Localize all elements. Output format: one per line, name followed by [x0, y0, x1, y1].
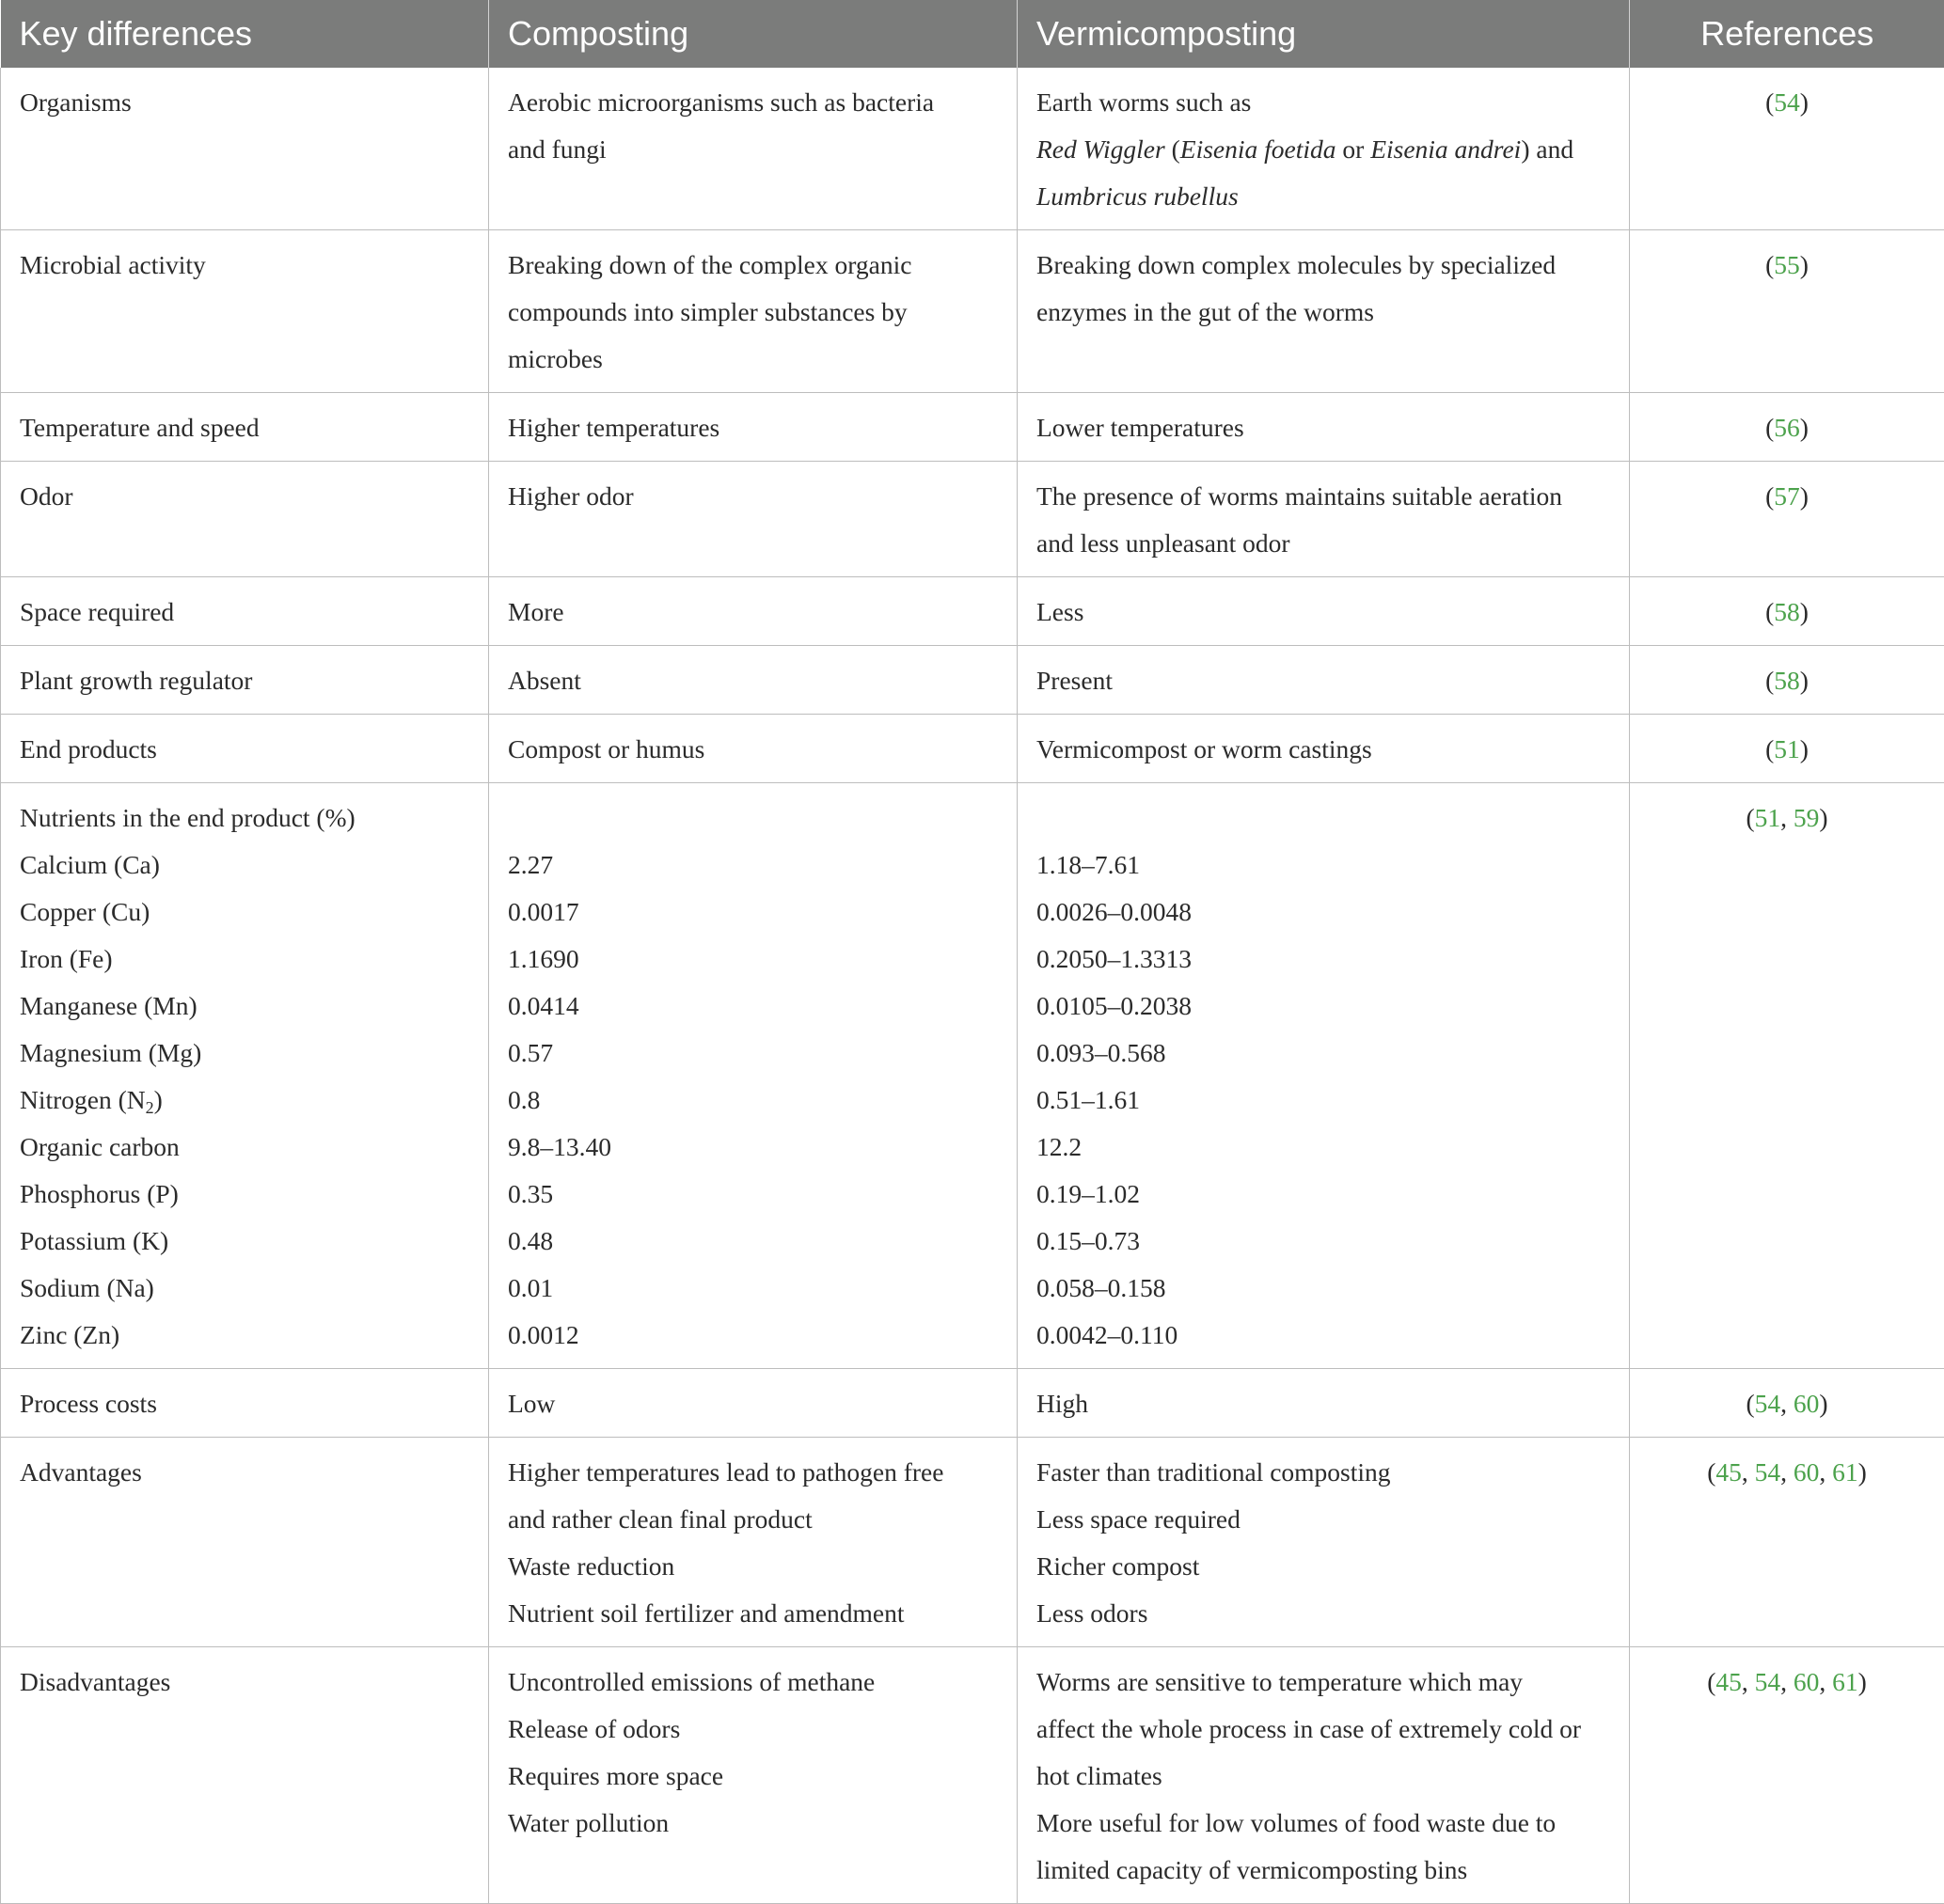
cell-line: Earth worms such as [1036, 79, 1610, 126]
table-row [1, 462, 1944, 577]
row-key: Process costs [1, 1369, 489, 1438]
vermicomposting-cell [1018, 715, 1630, 783]
paren: ) [1800, 597, 1809, 626]
paren: ( [1765, 597, 1774, 626]
table-row [1, 68, 1944, 230]
references-cell [1630, 646, 1944, 715]
cell-line: Low [508, 1380, 998, 1427]
species-name: Red Wiggler [1036, 134, 1165, 164]
row-key: Temperature and speed [1, 393, 489, 462]
composting-cell [489, 646, 1018, 715]
nutrient-value: 0.093–0.568 [1036, 1030, 1610, 1077]
cell-line: enzymes in the gut of the worms [1036, 289, 1610, 336]
nutrient-value: 1.1690 [508, 936, 998, 983]
vermicomposting-cell [1018, 1369, 1630, 1438]
row-key: Plant growth regulator [1, 646, 489, 715]
nutrient-name: Manganese (Mn) [20, 983, 469, 1030]
nutrient-value: 0.0414 [508, 983, 998, 1030]
species-line [1036, 173, 1610, 220]
nutrient-value: 0.0017 [508, 889, 998, 936]
subscript: 2 [146, 1098, 154, 1117]
paren: ) [1858, 1667, 1867, 1696]
nutrient-name: Copper (Cu) [20, 889, 469, 936]
cell-line: Aerobic microorganisms such as bacteria [508, 79, 998, 126]
separator: , [1819, 1457, 1832, 1487]
nutrient-value: 0.2050–1.3313 [1036, 936, 1610, 983]
citation-link[interactable]: 54 [1774, 87, 1800, 117]
nutrient-value: 0.0105–0.2038 [1036, 983, 1610, 1030]
nutrient-value: 0.19–1.02 [1036, 1171, 1610, 1218]
separator: , [1780, 803, 1794, 832]
species-text: ) and [1521, 134, 1573, 164]
paren: ( [1765, 87, 1774, 117]
citation-link[interactable]: 55 [1774, 250, 1800, 279]
paren: ( [1765, 481, 1774, 511]
nutrients-heading: Nutrients in the end product (%) [20, 795, 469, 842]
nutrient-name: Phosphorus (P) [20, 1171, 469, 1218]
nutrient-value: 0.058–0.158 [1036, 1265, 1610, 1312]
table-row [1, 577, 1944, 646]
cell-line: The presence of worms maintains suitable aeration [1036, 473, 1610, 520]
cell-line: Water pollution [508, 1800, 998, 1847]
cell-line: Breaking down of the complex organic [508, 242, 998, 289]
vermicomposting-cell [1018, 462, 1630, 577]
cell-line: Faster than traditional composting [1036, 1449, 1610, 1496]
paren: ( [1707, 1457, 1715, 1487]
header-key-differences: Key differences [1, 0, 489, 68]
nutrient-value: 0.57 [508, 1030, 998, 1077]
row-key: Advantages [1, 1438, 489, 1647]
row-key: End products [1, 715, 489, 783]
paren: ( [1746, 1389, 1754, 1418]
nutrient-value: 0.48 [508, 1218, 998, 1265]
nutrient-value: 0.0012 [508, 1312, 998, 1359]
citation-link[interactable]: 60 [1794, 1667, 1820, 1696]
paren: ) [1819, 803, 1827, 832]
citation-link[interactable]: 58 [1774, 666, 1800, 695]
vermicomposting-cell [1018, 783, 1630, 1369]
species-text: or [1336, 134, 1371, 164]
row-key: Microbial activity [1, 230, 489, 393]
cell-line: Richer compost [1036, 1543, 1610, 1590]
nutrient-value: 0.35 [508, 1171, 998, 1218]
nutrient-names-cell [1, 783, 489, 1369]
references-cell [1630, 462, 1944, 577]
citation-link[interactable]: 51 [1755, 803, 1781, 832]
vermicomposting-cell [1018, 393, 1630, 462]
cell-line: Higher temperatures lead to pathogen free [508, 1449, 998, 1496]
cell-line: microbes [508, 336, 998, 383]
references-cell [1630, 715, 1944, 783]
nutrient-value: 2.27 [508, 842, 998, 889]
paren: ) [1858, 1457, 1867, 1487]
citation-link[interactable]: 54 [1755, 1457, 1781, 1487]
citation-link[interactable]: 61 [1832, 1667, 1858, 1696]
cell-line: Less odors [1036, 1590, 1610, 1637]
citation-link[interactable]: 56 [1774, 413, 1800, 442]
references-cell [1630, 393, 1944, 462]
table-row [1, 715, 1944, 783]
vermicomposting-cell [1018, 577, 1630, 646]
composting-cell [489, 783, 1018, 1369]
nutrient-name: Organic carbon [20, 1124, 469, 1171]
cell-line: Release of odors [508, 1706, 998, 1753]
table-header [1, 0, 1944, 68]
nutrient-name-text: ) [154, 1085, 163, 1114]
table-row [1, 1438, 1944, 1647]
composting-cell [489, 577, 1018, 646]
header-row [1, 0, 1944, 68]
composting-cell [489, 462, 1018, 577]
table-row [1, 230, 1944, 393]
cell-line: More useful for low volumes of food waste due to [1036, 1800, 1610, 1847]
paren: ( [1707, 1667, 1715, 1696]
separator: , [1780, 1457, 1794, 1487]
nutrient-name-text: Nitrogen (N [20, 1085, 146, 1114]
references-cell [1630, 577, 1944, 646]
nutrient-value: 0.0042–0.110 [1036, 1312, 1610, 1359]
cell-line: Compost or humus [508, 726, 998, 773]
cell-line: and rather clean final product [508, 1496, 998, 1543]
paren: ( [1746, 803, 1754, 832]
species-name: Eisenia foetida [1180, 134, 1336, 164]
paren: ( [1765, 666, 1774, 695]
cell-line: limited capacity of vermicomposting bins [1036, 1847, 1610, 1894]
species-line [1036, 126, 1610, 173]
cell-line: Higher temperatures [508, 404, 998, 451]
vermicomposting-cell [1018, 1647, 1630, 1904]
table-body [1, 68, 1944, 1904]
paren: ) [1800, 481, 1809, 511]
cell-line: Uncontrolled emissions of methane [508, 1659, 998, 1706]
nutrient-value: 12.2 [1036, 1124, 1610, 1171]
paren: ) [1800, 87, 1809, 117]
row-key: Space required [1, 577, 489, 646]
citation-link[interactable]: 57 [1774, 481, 1800, 511]
cell-line: Waste reduction [508, 1543, 998, 1590]
citation-link[interactable]: 60 [1794, 1457, 1820, 1487]
header-vermicomposting: Vermicomposting [1018, 0, 1630, 68]
paren: ) [1800, 734, 1809, 763]
blank-line [1036, 795, 1610, 842]
cell-line: Requires more space [508, 1753, 998, 1800]
cell-line: and less unpleasant odor [1036, 520, 1610, 567]
cell-line: High [1036, 1380, 1610, 1427]
paren: ) [1800, 413, 1809, 442]
nutrient-value: 1.18–7.61 [1036, 842, 1610, 889]
cell-line: Lower temperatures [1036, 404, 1610, 451]
nutrient-name [20, 1077, 469, 1124]
nutrient-name: Zinc (Zn) [20, 1312, 469, 1359]
cell-line: affect the whole process in case of extremely cold or [1036, 1706, 1610, 1753]
separator: , [1780, 1389, 1794, 1418]
cell-line: Higher odor [508, 473, 998, 520]
nutrient-value: 0.15–0.73 [1036, 1218, 1610, 1265]
citation-link[interactable]: 45 [1715, 1667, 1742, 1696]
paren: ( [1765, 250, 1774, 279]
composting-cell [489, 393, 1018, 462]
nutrient-value: 0.8 [508, 1077, 998, 1124]
citation-link[interactable]: 58 [1774, 597, 1800, 626]
references-cell [1630, 783, 1944, 1369]
cell-line: Less [1036, 589, 1610, 636]
nutrient-name: Magnesium (Mg) [20, 1030, 469, 1077]
composting-cell [489, 1369, 1018, 1438]
cell-line: hot climates [1036, 1753, 1610, 1800]
separator: , [1742, 1457, 1755, 1487]
citation-link[interactable]: 60 [1794, 1389, 1820, 1418]
cell-line: Present [1036, 657, 1610, 704]
cell-line: Worms are sensitive to temperature which may [1036, 1659, 1610, 1706]
references-cell [1630, 230, 1944, 393]
row-key: Odor [1, 462, 489, 577]
references-cell [1630, 1369, 1944, 1438]
nutrient-value: 0.0026–0.0048 [1036, 889, 1610, 936]
nutrients-row [1, 783, 1944, 1369]
citation-link[interactable]: 61 [1832, 1457, 1858, 1487]
composting-cell [489, 1647, 1018, 1904]
cell-line: and fungi [508, 126, 998, 173]
nutrient-name: Calcium (Ca) [20, 842, 469, 889]
citation-link[interactable]: 59 [1794, 803, 1820, 832]
vermicomposting-cell [1018, 646, 1630, 715]
species-name: Eisenia andrei [1370, 134, 1521, 164]
cell-line: Vermicompost or worm castings [1036, 726, 1610, 773]
composting-cell [489, 1438, 1018, 1647]
composting-cell [489, 230, 1018, 393]
vermicomposting-cell [1018, 68, 1630, 230]
citation-link[interactable]: 51 [1774, 734, 1800, 763]
vermicomposting-cell [1018, 230, 1630, 393]
paren: ) [1819, 1389, 1827, 1418]
species-text: ( [1165, 134, 1180, 164]
separator: , [1819, 1667, 1832, 1696]
nutrient-name: Potassium (K) [20, 1218, 469, 1265]
row-key: Disadvantages [1, 1647, 489, 1904]
cell-line: compounds into simpler substances by [508, 289, 998, 336]
nutrient-name: Sodium (Na) [20, 1265, 469, 1312]
paren: ) [1800, 250, 1809, 279]
nutrient-value: 0.51–1.61 [1036, 1077, 1610, 1124]
paren: ( [1765, 413, 1774, 442]
references-cell [1630, 1647, 1944, 1904]
separator: , [1742, 1667, 1755, 1696]
nutrient-name: Iron (Fe) [20, 936, 469, 983]
species-name: Lumbricus rubellus [1036, 181, 1239, 211]
composting-cell [489, 68, 1018, 230]
composting-cell [489, 715, 1018, 783]
citation-link[interactable]: 45 [1715, 1457, 1742, 1487]
cell-line: Nutrient soil fertilizer and amendment [508, 1590, 998, 1637]
table-row [1, 393, 1944, 462]
header-composting: Composting [489, 0, 1018, 68]
table-row [1, 646, 1944, 715]
cell-line: Breaking down complex molecules by specialized [1036, 242, 1610, 289]
blank-line [508, 795, 998, 842]
cell-line: Less space required [1036, 1496, 1610, 1543]
paren: ) [1800, 666, 1809, 695]
separator: , [1780, 1667, 1794, 1696]
citation-link[interactable]: 54 [1755, 1389, 1781, 1418]
cell-line: Absent [508, 657, 998, 704]
cell-line: More [508, 589, 998, 636]
citation-link[interactable]: 54 [1755, 1667, 1781, 1696]
table-row [1, 1369, 1944, 1438]
references-cell [1630, 68, 1944, 230]
paren: ( [1765, 734, 1774, 763]
table-row [1, 1647, 1944, 1904]
row-key: Organisms [1, 68, 489, 230]
references-cell [1630, 1438, 1944, 1647]
vermicomposting-cell [1018, 1438, 1630, 1647]
nutrient-value: 9.8–13.40 [508, 1124, 998, 1171]
header-references: References [1630, 0, 1944, 68]
nutrient-value: 0.01 [508, 1265, 998, 1312]
